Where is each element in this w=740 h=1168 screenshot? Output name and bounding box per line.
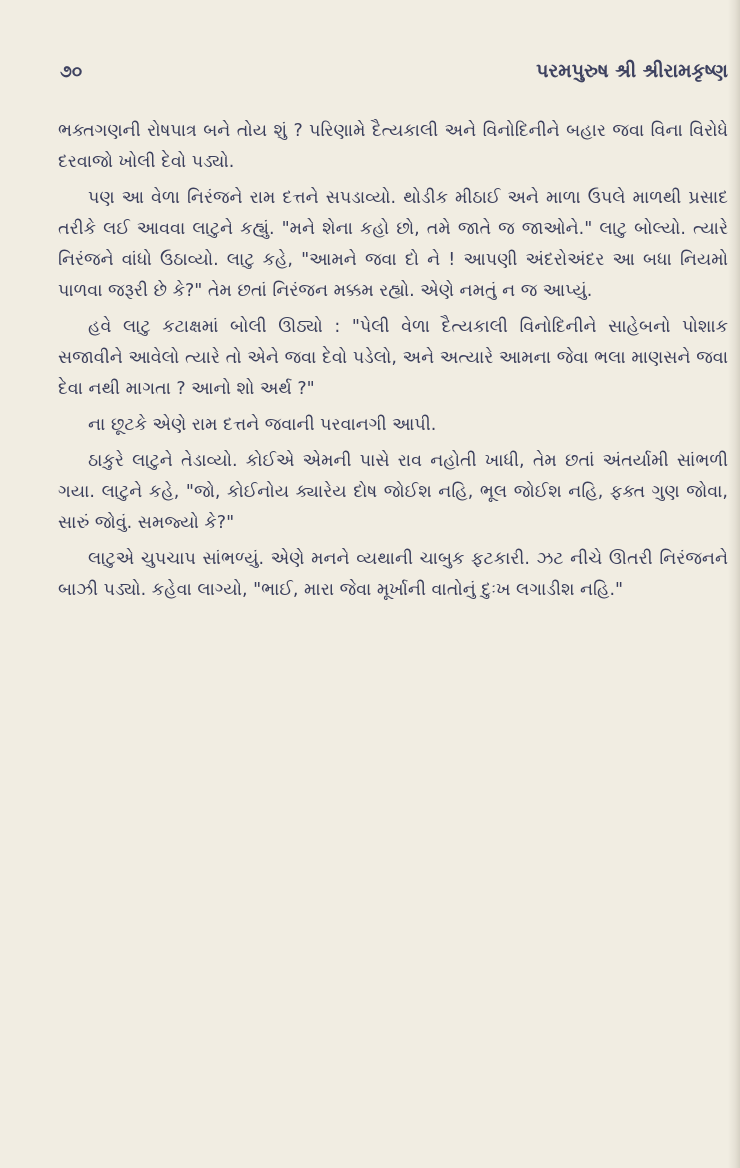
page-edge-shadow bbox=[728, 0, 740, 1168]
paragraph: લાટુએ ચુપચાપ સાંભળ્યું. એણે મનને વ્યથાની ચાબુક ફટકારી. ઝટ નીચે ઊતરી નિરંજનને બાઝી પડ્યો. કહેવા લાગ્યો, "ભાઈ, મારા જેવા મૂર્ખાની વાતોનું દુઃખ લગાડીશ નહિ." bbox=[58, 549, 728, 600]
paragraph: ના છૂટકે એણે રામ દત્તને જવાની પરવાનગી આપી. bbox=[88, 415, 437, 435]
paragraph: પણ આ વેળા નિરંજને રામ દત્તને સપડાવ્યો. થોડીક મીઠાઈ અને માળા ઉપલે માળથી પ્રસાદ તરીકે લઈ આવવા લાટુને કહ્યું. "મને શેના કહો છો, તમે જાતે જ જાઓને." લાટુ બોલ્યો. ત્યારે નિરંજને વાંધો ઉઠાવ્યો. લાટુ કહે, "આમને જવા દો ને ! આપણી અંદરોઅંદર આ બધા નિયમો પાળવા જરૂરી છે કે?" તેમ છતાં નિરંજન મક્કમ રહ્યો. એણે નમતું ન જ આપ્યું. bbox=[58, 188, 728, 301]
paragraph: ઠાકુરે લાટુને તેડાવ્યો. કોઈએ એમની પાસે રાવ નહોતી ખાધી, તેમ છતાં અંતર્યામી સાંભળી ગયા. લાટુને કહે, "જો, કોઈનોય ક્યારેય દોષ જોઈશ નહિ, ભૂલ જોઈશ નહિ, ફક્ત ગુણ જોવા, સારું જોવું. સમજ્યો કે?" bbox=[58, 451, 728, 533]
page-number: ૭૦ bbox=[60, 62, 83, 82]
paragraph: ભક્તગણની રોષપાત્ર બને તોય શું ? પરિણામે દૈત્યકાલી અને વિનોદિનીને બહાર જવા વિના વિરોધે દરવાજો ખોલી દેવો પડ્યો. bbox=[58, 121, 728, 172]
page-header bbox=[60, 58, 728, 94]
running-title: પરમપુરુષ શ્રી શ્રીરામકૃષ્ણ bbox=[536, 60, 728, 82]
paragraph: હવે લાટુ કટાક્ષમાં બોલી ઊઠ્યો : "પેલી વેળા દૈત્યકાલી વિનોદિનીને સાહેબનો પોશાક સજાવીને આવેલો ત્યારે તો એને જવા દેવો પડેલો, અને અત્યારે આમના જેવા ભલા માણસને જવા દેવા નથી માગતા ? આનો શો અર્થ ?" bbox=[58, 317, 728, 399]
body-text bbox=[58, 116, 728, 611]
